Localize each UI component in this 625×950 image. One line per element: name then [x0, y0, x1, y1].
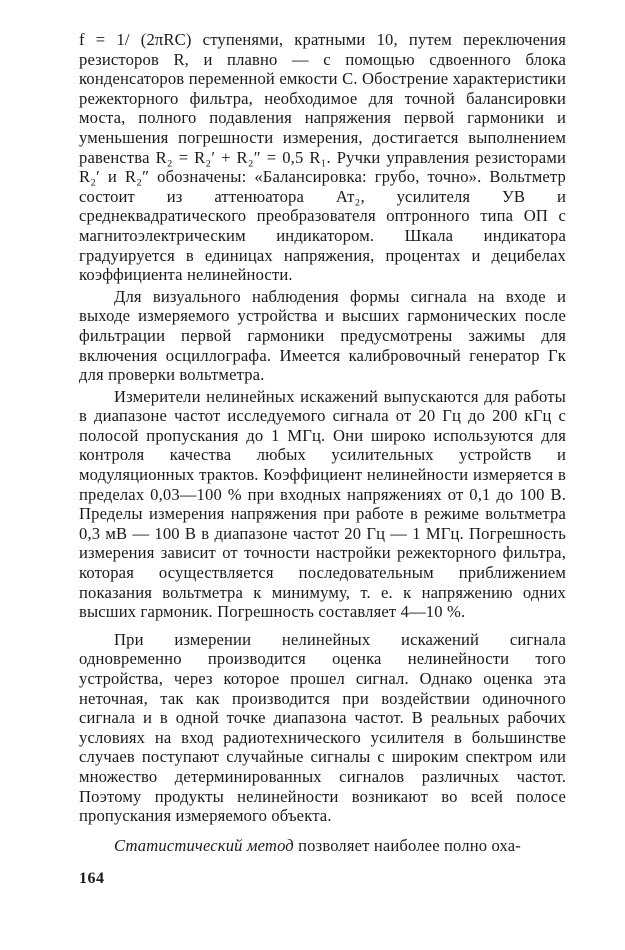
page-body — [79, 30, 566, 855]
page-number: 164 — [79, 870, 105, 887]
paragraph-5 — [79, 836, 566, 856]
italic-term: Статистический метод — [114, 835, 294, 855]
paragraph-1: f = 1/ (2πRC) ступенями, кратными 10, путем переключения резисторов R, и плавно — с помощью сдвоенного блока конденсаторов переменной емкости C. Обострение характеристики режекторного фильтра, необходимое для точной балансировки моста, полного подавления напряжения первой гармоники и уменьшения погрешности измерения, достигается выполнением равенства R₂ = R₂′ + R₂″ = 0,5 R₁. Ручки управления резисторами R₂′ и R₂″ обозначены: «Балансировка: грубо, точно». Вольтметр состоит из аттенюатора Ат₂, усилителя УВ и среднеквадратического преобразователя оптронного типа ОП с магнитоэлектрическим индикатором. Шкала индикатора градуируется в единицах напряжения, процентах и децибелах коэффициента нелинейности. — [79, 30, 566, 285]
paragraph-4: При измерении нелинейных искажений сигнала одновременно производится оценка нелинейности того устройства, через которое прошел сигнал. Однако оценка эта неточная, так как производится при воздействии одиночного сигнала и в одной точке диапазона частот. В реальных рабочих условиях на вход радиотехнического усилителя в большинстве случаев поступают случайные сигналы с широким спектром или множество детерминированных сигналов различных частот. Поэтому продукты нелинейности возникают во всей полосе пропускания измеряемого объекта. — [79, 629, 566, 826]
paragraph-5-text: позволяет наиболее полно оха- — [293, 835, 521, 855]
paragraph-2: Для визуального наблюдения формы сигнала на входе и выходе измеряемого устройства и высших гармонических после фильтрации первой гармоники предусмотрены зажимы для включения осциллографа. Имеется калибровочный генератор Гк для проверки вольтметра. — [79, 286, 566, 385]
paragraph-3: Измерители нелинейных искажений выпускаются для работы в диапазоне частот исследуемого сигнала от 20 Гц до 200 кГц с полосой пропускания до 1 МГц. Они широко используются для контроля качества любых усилительных устройств и модуляционных трактов. Коэффициент нелинейности измеряется в пределах 0,03—100 % при входных напряжениях от 0,1 до 100 В. Пределы измерения напряжения при работе в режиме вольтметра 0,3 мВ — 100 В в диапазоне частот 20 Гц — 1 МГц. Погрешность измерения зависит от точности настройки режекторного фильтра, которая осуществляется последовательным приближением показания вольтметра к минимуму, т. е. к напряжению одних высших гармоник. Погрешность составляет 4—10 %. — [79, 386, 566, 622]
